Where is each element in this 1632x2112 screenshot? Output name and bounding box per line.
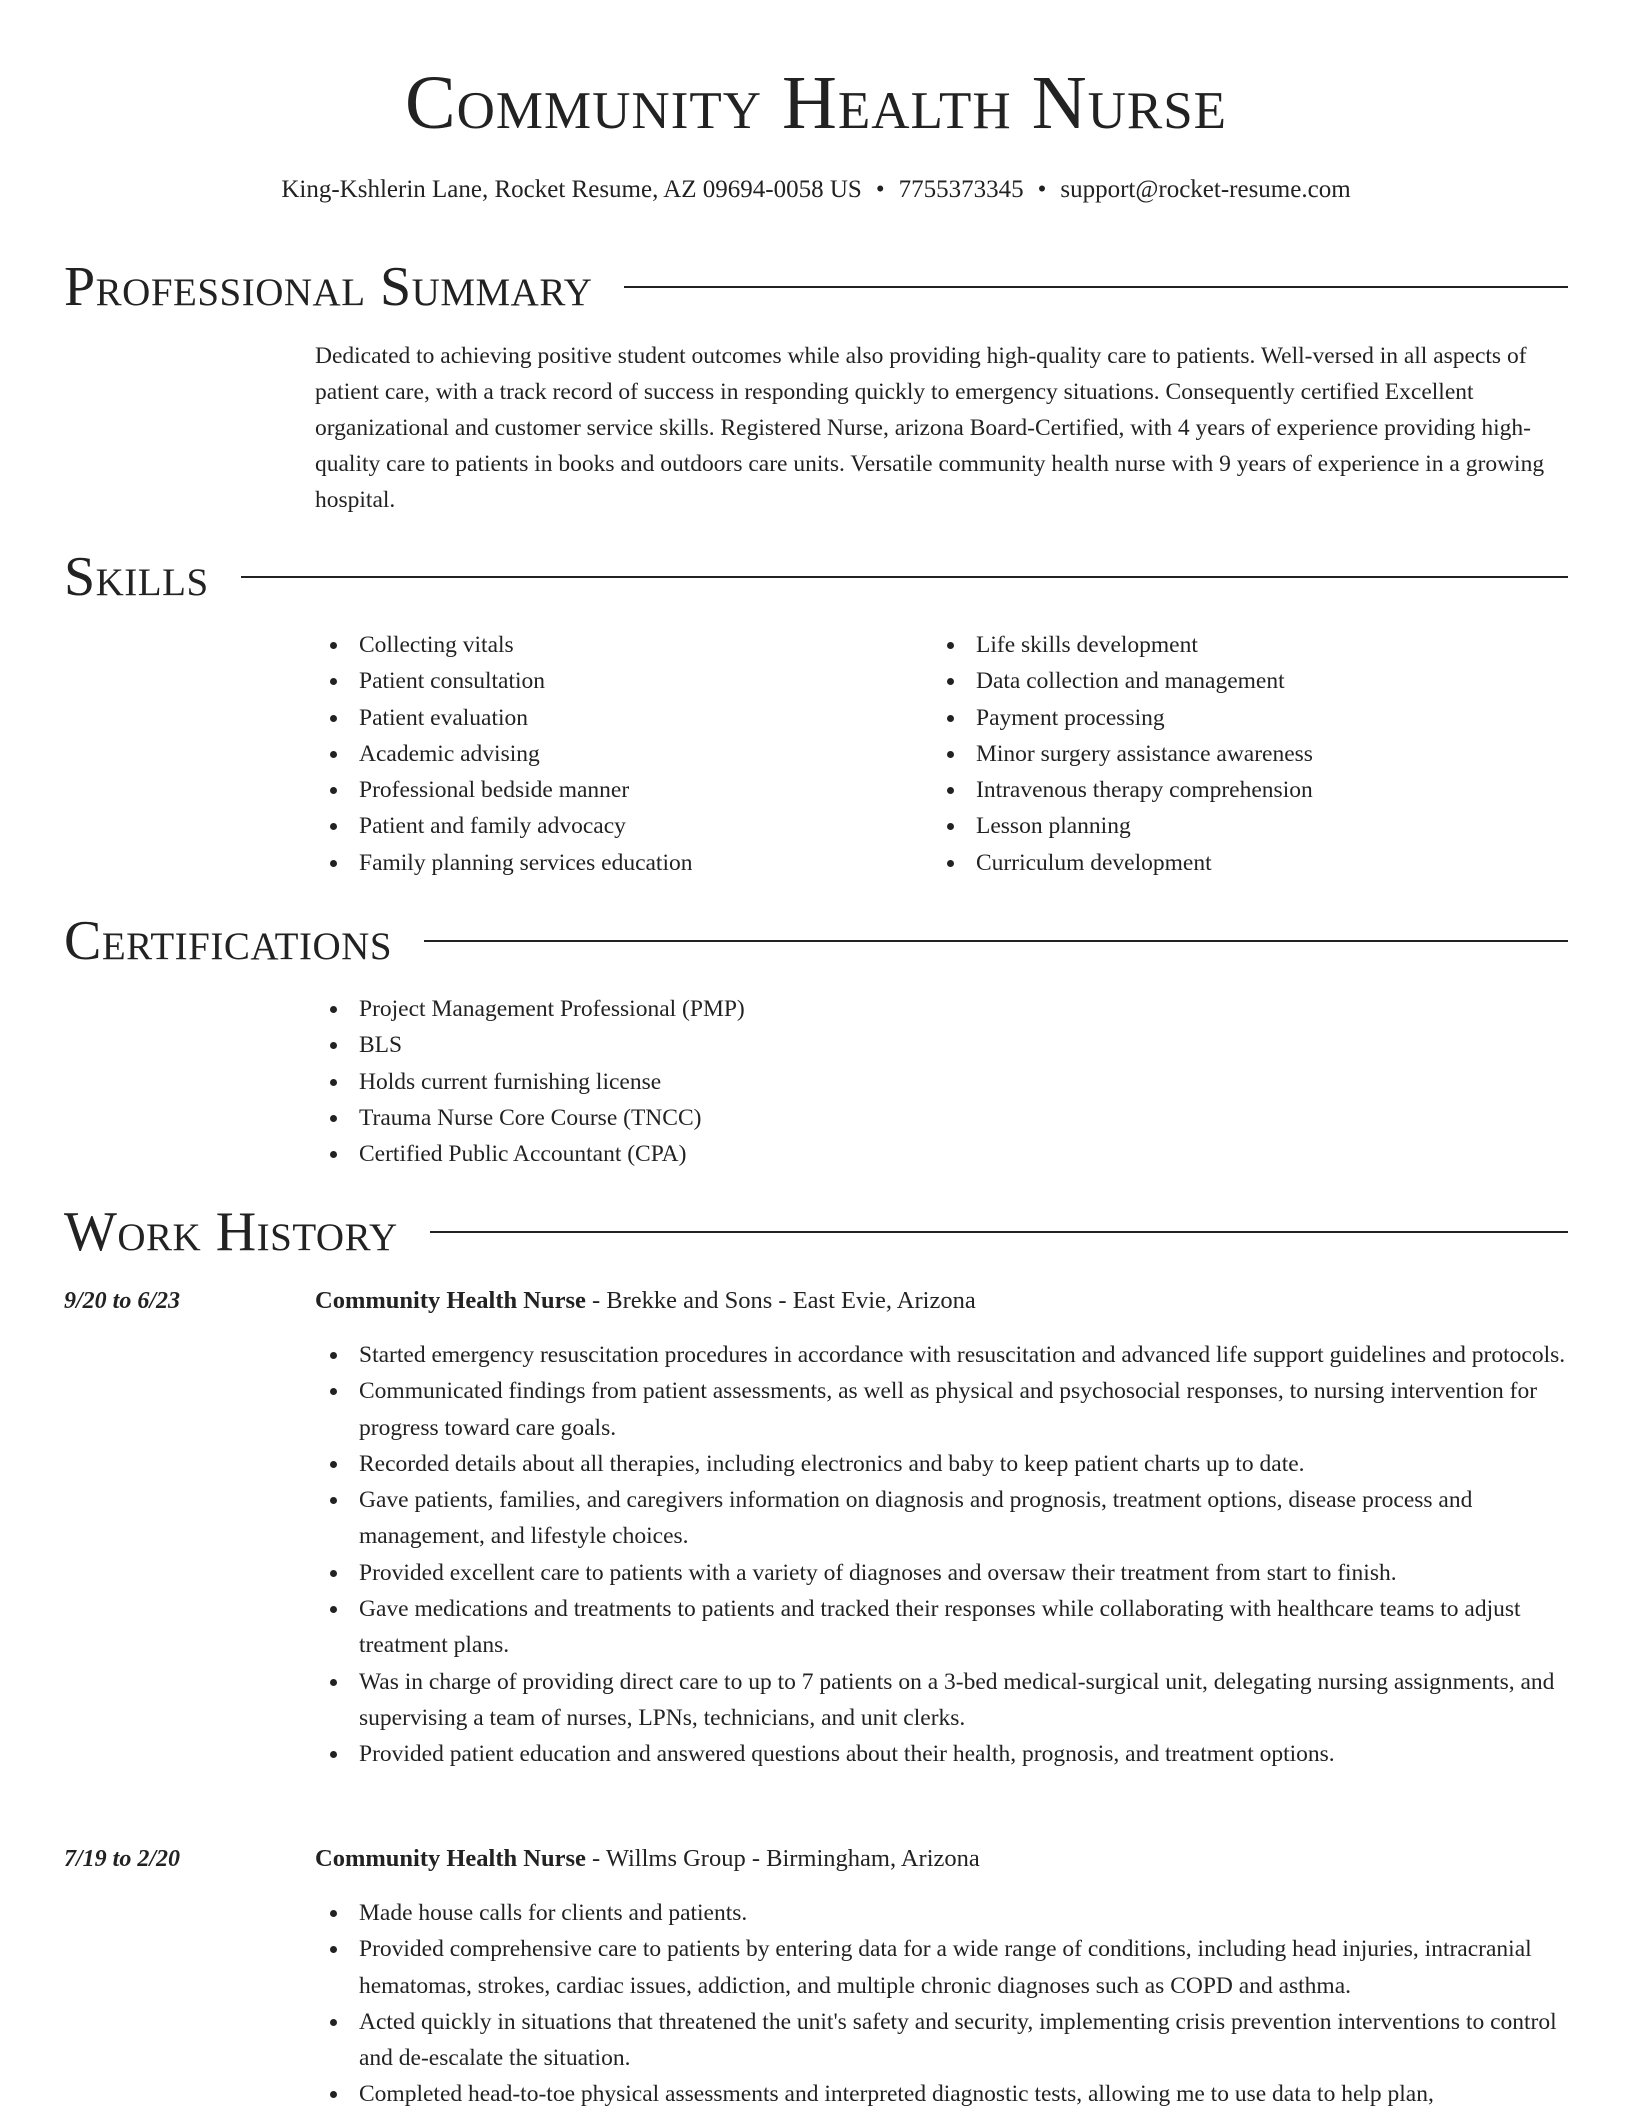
skill-item: Patient evaluation — [315, 700, 915, 736]
job-bullet: Communicated findings from patient assessments, as well as physical and psychosocial responses, to nursing intervention for progress toward care goals. — [315, 1373, 1577, 1446]
job-bullet: Gave medications and treatments to patients and tracked their responses while collaborating with healthcare teams to adjust treatment plans. — [315, 1591, 1577, 1664]
contact-phone: 7755373345 — [898, 176, 1024, 203]
section-divider — [430, 1231, 1568, 1233]
section-heading-certifications — [64, 906, 1568, 976]
certification-item: Certified Public Accountant (CPA) — [315, 1136, 1215, 1172]
skills-list-right — [932, 627, 1572, 881]
job-bullet: Provided comprehensive care to patients by entering data for a wide range of conditions, including head injuries, intracranial hematomas, strokes, cardiac issues, addiction, and multiple chronic diagnoses such as COPD and asthma. — [315, 1931, 1577, 2004]
job-employer-location: - Brekke and Sons - East Evie, Arizona — [585, 1287, 976, 1314]
certification-item: Trauma Nurse Core Course (TNCC) — [315, 1100, 1215, 1136]
job-heading — [315, 1283, 976, 1319]
job-bullet: Gave patients, families, and caregivers information on diagnosis and prognosis, treatment options, disease process and management, and lifestyle choices. — [315, 1482, 1577, 1555]
contact-address: King-Kshlerin Lane, Rocket Resume, AZ 09694-0058 US — [281, 176, 862, 203]
job-bullet: Recorded details about all therapies, including electronics and baby to keep patient charts up to date. — [315, 1446, 1577, 1482]
contact-email: support@rocket-resume.com — [1060, 176, 1351, 203]
contact-separator: • — [875, 176, 885, 203]
skill-item: Minor surgery assistance awareness — [932, 736, 1572, 772]
job-bullet: Provided excellent care to patients with a variety of diagnoses and oversaw their treatment from start to finish. — [315, 1555, 1577, 1591]
skill-item: Patient consultation — [315, 663, 915, 699]
job-bullet: Provided patient education and answered questions about their health, prognosis, and treatment options. — [315, 1736, 1577, 1772]
job-bullet: Made house calls for clients and patients. — [315, 1895, 1577, 1931]
certifications-list — [315, 991, 1215, 1172]
job-bullet-list — [315, 1337, 1577, 1773]
skill-item: Intravenous therapy comprehension — [932, 772, 1572, 808]
resume-name: Community Health Nurse — [404, 61, 1228, 145]
job-dates: 9/20 to 6/23 — [64, 1288, 181, 1314]
skill-item: Curriculum development — [932, 845, 1572, 881]
contact-separator: • — [1037, 176, 1047, 203]
job-role: Community Health Nurse — [315, 1845, 586, 1872]
job-bullet: Completed head-to-toe physical assessments and interpreted diagnostic tests, allowing me to use data to help plan, — [315, 2076, 1577, 2112]
section-heading-skills — [64, 542, 1568, 612]
contact-line — [0, 174, 1632, 206]
section-title: Skills — [64, 546, 209, 608]
skill-item: Lesson planning — [932, 808, 1572, 844]
job-bullet: Acted quickly in situations that threatened the unit's safety and security, implementing crisis prevention interventions to control and de-escalate the situation. — [315, 2004, 1577, 2077]
skills-list-left — [315, 627, 915, 881]
section-heading-summary — [64, 252, 1568, 322]
section-divider — [424, 940, 1568, 942]
section-heading-work-history — [64, 1197, 1568, 1267]
summary-text: Dedicated to achieving positive student outcomes while also providing high-quality care to patients. Well-versed in all aspects of patient care, with a track record of success in responding quickly to emergency situations. Consequently certified Excellent organizational and customer service skills. Registered Nurse, arizona Board-Certified, with 4 years of experience providing high-quality care to patients in books and outdoors care units. Versatile community health nurse with 9 years of experience in a growing hospital. — [315, 343, 1545, 513]
job-role: Community Health Nurse — [315, 1287, 586, 1314]
skill-item: Collecting vitals — [315, 627, 915, 663]
skill-item: Data collection and management — [932, 663, 1572, 699]
certification-item: Holds current furnishing license — [315, 1064, 1215, 1100]
section-divider — [241, 576, 1568, 578]
job-bullet-list — [315, 1895, 1577, 2112]
job-bullet: Was in charge of providing direct care to up to 7 patients on a 3-bed medical-surgical unit, delegating nursing assignments, and supervising a team of nurses, LPNs, technicians, and unit clerks. — [315, 1664, 1577, 1737]
skill-item: Academic advising — [315, 736, 915, 772]
skill-item: Payment processing — [932, 700, 1572, 736]
skill-item: Professional bedside manner — [315, 772, 915, 808]
job-heading — [315, 1841, 980, 1877]
skill-item: Life skills development — [932, 627, 1572, 663]
section-divider — [624, 286, 1568, 288]
skill-item: Family planning services education — [315, 845, 915, 881]
job-employer-location: - Willms Group - Birmingham, Arizona — [585, 1845, 980, 1872]
job-dates: 7/19 to 2/20 — [64, 1846, 181, 1872]
skill-item: Patient and family advocacy — [315, 808, 915, 844]
section-title: Work History — [64, 1201, 398, 1263]
section-title: Certifications — [64, 910, 393, 972]
section-title: Professional Summary — [64, 256, 593, 318]
certification-item: BLS — [315, 1027, 1215, 1063]
job-bullet: Started emergency resuscitation procedures in accordance with resuscitation and advanced life support guidelines and protocols. — [315, 1337, 1577, 1373]
certification-item: Project Management Professional (PMP) — [315, 991, 1215, 1027]
